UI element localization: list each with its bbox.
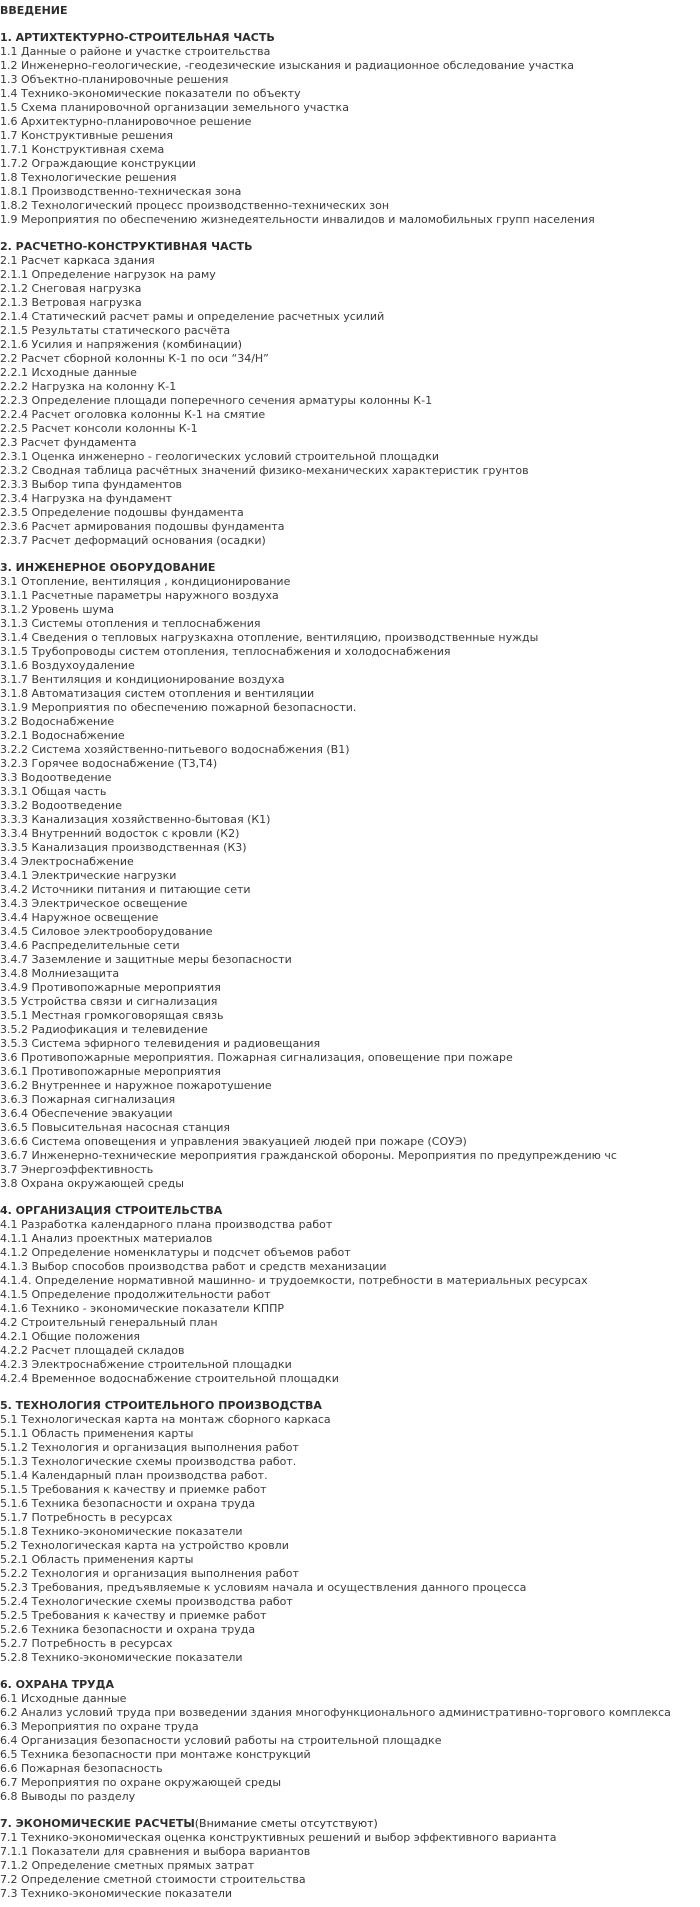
toc-item: 7.1.1 Показатели для сравнения и выбора вариантов [0, 1845, 311, 1858]
section-heading-text: 6. ОХРАНА ТРУДА [0, 1678, 114, 1691]
toc-item: 3.2.3 Горячее водоснабжение (Т3,Т4) [0, 757, 218, 770]
section-1 [0, 31, 700, 227]
toc-item: 3.1.9 Мероприятия по обеспечению пожарной безопасности. [0, 701, 357, 714]
toc-item: 5.1.2 Технология и организация выполнения работ [0, 1441, 299, 1454]
toc-item: 2.1.5 Результаты статического расчёта [0, 324, 231, 337]
toc-item: 4.1 Разработка календарного плана производства работ [0, 1218, 333, 1231]
toc-item: 3.8 Охрана окружающей среды [0, 1177, 184, 1190]
toc-item: 2.2.2 Нагрузка на колонну К-1 [0, 380, 177, 393]
toc-item: 3.4.5 Силовое электрооборудование [0, 925, 213, 938]
toc-item: 2.3 Расчет фундамента [0, 436, 137, 449]
section-spacer [0, 548, 700, 561]
toc-item: 5.2 Технологическая карта на устройство кровли [0, 1539, 289, 1552]
section-heading [0, 1817, 700, 1831]
toc-item: 4.1.6 Технико - экономические показатели КППР [0, 1302, 285, 1315]
toc-item: 3.4.6 Распределительные сети [0, 939, 180, 952]
toc-item: 3.3 Водоотведение [0, 771, 112, 784]
toc-item: 2.3.4 Нагрузка на фундамент [0, 492, 173, 505]
toc-item: 3.2 Водоснабжение [0, 715, 115, 728]
section-7 [0, 1817, 700, 1901]
section-3 [0, 561, 700, 1191]
toc-item: 1.9 Мероприятия по обеспечению жизнедеятельности инвалидов и маломобильных групп населения [0, 213, 595, 226]
toc-item: 5.1.4 Календарный план производства работ. [0, 1469, 268, 1482]
toc-item: 3.3.5 Канализация производственная (К3) [0, 841, 247, 854]
toc-item: 3.4.8 Молниезащита [0, 967, 120, 980]
toc-item: 2.2.5 Расчет консоли колонны К-1 [0, 422, 198, 435]
toc-item: 3.1.3 Системы отопления и теплоснабжения [0, 617, 261, 630]
toc-item: 4.2.4 Временное водоснабжение строительной площадки [0, 1372, 339, 1385]
toc-item: 5.2.3 Требования, предъявляемые к условиям начала и осуществления данного процесса [0, 1581, 527, 1594]
toc-item: 3.1.2 Уровень шума [0, 603, 114, 616]
toc-item: 4.1.4. Определение нормативной машинно- и трудоемкости, потребности в материальных ресурсах [0, 1274, 588, 1287]
toc-item: 1.7.2 Ограждающие конструкции [0, 157, 196, 170]
toc-item: 6.6 Пожарная безопасность [0, 1762, 163, 1775]
toc-item: 1.8.1 Производственно-техническая зона [0, 185, 242, 198]
toc-item: 6.8 Выводы по разделу [0, 1790, 136, 1803]
toc-item: 3.4.3 Электрическое освещение [0, 897, 188, 910]
toc-item: 5.1.3 Технологические схемы производства работ. [0, 1455, 297, 1468]
section-4 [0, 1204, 700, 1386]
section-heading [0, 1399, 700, 1413]
toc-item: 2.1.3 Ветровая нагрузка [0, 296, 142, 309]
toc-item: 3.5.2 Радиофикация и телевидение [0, 1023, 208, 1036]
toc-item: 2.2.1 Исходные данные [0, 366, 137, 379]
toc-item: 1.3 Объектно-планировочные решения [0, 73, 229, 86]
toc-item: 3.4.1 Электрические нагрузки [0, 869, 177, 882]
toc-item: 4.1.1 Анализ проектных материалов [0, 1232, 213, 1245]
toc-item: 1.8 Технологические решения [0, 171, 177, 184]
toc-item: 5.2.8 Технико-экономические показатели [0, 1651, 243, 1664]
toc-item: 3.6 Противопожарные мероприятия. Пожарная сигнализация, оповещение при пожаре [0, 1051, 513, 1064]
section-heading [0, 31, 700, 45]
section-heading-text: 3. ИНЖЕНЕРНОЕ ОБОРУДОВАНИЕ [0, 561, 216, 574]
toc-item: 1.7 Конструктивные решения [0, 129, 174, 142]
toc-item: 7.2 Определение сметной стоимости строительства [0, 1873, 306, 1886]
section-5 [0, 1399, 700, 1665]
toc-item: 5.1.7 Потребность в ресурсах [0, 1511, 173, 1524]
toc-item: 6.2 Анализ условий труда при возведении здания многофункционального административно-торгового комплекса [0, 1706, 671, 1719]
toc-item: 1.7.1 Конструктивная схема [0, 143, 165, 156]
toc-item: 2.3.1 Оценка инженерно - геологических условий строительной площадки [0, 450, 440, 463]
toc-item: 1.6 Архитектурно-планировочное решение [0, 115, 252, 128]
toc-item: 3.6.2 Внутреннее и наружное пожаротушение [0, 1079, 272, 1092]
toc-item: 3.3.3 Канализация хозяйственно-бытовая (К1) [0, 813, 271, 826]
toc-item: 5.1 Технологическая карта на монтаж сборного каркаса [0, 1413, 331, 1426]
toc-item: 5.2.4 Технологические схемы производства работ [0, 1595, 293, 1608]
toc-item: 3.3.1 Общая часть [0, 785, 107, 798]
toc-item: 6.7 Мероприятия по охране окружающей среды [0, 1776, 282, 1789]
section-heading-text: 4. ОРГАНИЗАЦИЯ СТРОИТЕЛЬСТВА [0, 1204, 223, 1217]
sections-container [0, 18, 700, 1901]
toc-item: 1.1 Данные о районе и участке строительства [0, 45, 271, 58]
toc-item: 3.6.5 Повысительная насосная станция [0, 1121, 231, 1134]
toc-item: 5.2.2 Технология и организация выполнения работ [0, 1567, 299, 1580]
section-heading-text: 7. ЭКОНОМИЧЕСКИЕ РАСЧЕТЫ [0, 1817, 195, 1830]
toc-item: 3.5 Устройства связи и сигнализация [0, 995, 218, 1008]
toc-item: 2.2 Расчет сборной колонны К-1 по оси “34/Н” [0, 352, 269, 365]
toc-item: 3.4.2 Источники питания и питающие сети [0, 883, 251, 896]
section-spacer [0, 227, 700, 240]
toc-item: 3.1.5 Трубопроводы систем отопления, теплоснабжения и холодоснабжения [0, 645, 451, 658]
toc-item: 5.2.7 Потребность в ресурсах [0, 1637, 173, 1650]
toc-item: 4.1.3 Выбор способов производства работ и средств механизации [0, 1260, 387, 1273]
section-heading-text: 1. АРТИХТЕКТУРНО-СТРОИТЕЛЬНАЯ ЧАСТЬ [0, 31, 275, 44]
toc-item: 3.4.9 Противопожарные мероприятия [0, 981, 221, 994]
toc-item: 4.2.3 Электроснабжение строительной площадки [0, 1358, 292, 1371]
toc-item: 5.1.6 Техника безопасности и охрана труда [0, 1497, 256, 1510]
toc-item: 3.1.7 Вентиляция и кондиционирование воздуха [0, 673, 285, 686]
toc-item: 2.1.6 Усилия и напряжения (комбинации) [0, 338, 243, 351]
section-heading [0, 561, 700, 575]
toc-item: 3.6.6 Система оповещения и управления эвакуацией людей при пожаре (СОУЭ) [0, 1135, 467, 1148]
toc-item: 4.2.2 Расчет площадей складов [0, 1344, 185, 1357]
toc-item: 4.1.5 Определение продолжительности работ [0, 1288, 271, 1301]
toc-item: 3.6.1 Противопожарные мероприятия [0, 1065, 221, 1078]
toc-item: 3.1 Отопление, вентиляция , кондиционирование [0, 575, 291, 588]
section-note: (Внимание сметы отсутствуют) [194, 1817, 378, 1830]
section-heading [0, 1204, 700, 1218]
toc-item: 3.4.7 Заземление и защитные меры безопасности [0, 953, 292, 966]
section-heading [0, 240, 700, 254]
toc-item: 4.2.1 Общие положения [0, 1330, 141, 1343]
toc-item: 4.1.2 Определение номенклатуры и подсчет объемов работ [0, 1246, 351, 1259]
toc-item: 5.2.6 Техника безопасности и охрана труда [0, 1623, 256, 1636]
toc-item: 1.4 Технико-экономические показатели по объекту [0, 87, 301, 100]
section-spacer [0, 1191, 700, 1204]
toc-item: 3.2.1 Водоснабжение [0, 729, 125, 742]
toc-item: 4.2 Строительный генеральный план [0, 1316, 218, 1329]
toc-item: 2.3.2 Сводная таблица расчётных значений физико-механических характеристик грунтов [0, 464, 529, 477]
toc-item: 6.4 Организация безопасности условий работы на строительной площадке [0, 1734, 442, 1747]
toc-item: 5.2.1 Область применения карты [0, 1553, 194, 1566]
section-spacer [0, 1804, 700, 1817]
toc-item: 3.1.1 Расчетные параметры наружного воздуха [0, 589, 279, 602]
toc-item: 3.6.3 Пожарная сигнализация [0, 1093, 176, 1106]
toc-item: 3.1.4 Сведения о тепловых нагрузкахна отопление, вентиляцию, производственные нужды [0, 631, 539, 644]
section-spacer [0, 1665, 700, 1678]
toc-item: 5.1.5 Требования к качеству и приемке работ [0, 1483, 267, 1496]
toc-item: 5.2.5 Требования к качеству и приемке работ [0, 1609, 267, 1622]
toc-item: 2.1.4 Статический расчет рамы и определение расчетных усилий [0, 310, 385, 323]
toc-item: 2.2.3 Определение площади поперечного сечения арматуры колонны К-1 [0, 394, 433, 407]
toc-item: 5.1.1 Область применения карты [0, 1427, 194, 1440]
toc-item: 6.3 Мероприятия по охране труда [0, 1720, 199, 1733]
toc-item: 3.4 Электроснабжение [0, 855, 134, 868]
toc-item: 3.3.2 Водоотведение [0, 799, 122, 812]
toc-item: 3.6.4 Обеспечение эвакуации [0, 1107, 173, 1120]
toc-item: 2.3.3 Выбор типа фундаментов [0, 478, 183, 491]
toc-item: 5.1.8 Технико-экономические показатели [0, 1525, 243, 1538]
section-6 [0, 1678, 700, 1804]
section-heading-text: 5. ТЕХНОЛОГИЯ СТРОИТЕЛЬНОГО ПРОИЗВОДСТВА [0, 1399, 322, 1412]
toc-item: 6.1 Исходные данные [0, 1692, 127, 1705]
toc-item: 3.7 Энергоэффективность [0, 1163, 154, 1176]
toc-item: 7.3 Технико-экономические показатели [0, 1887, 233, 1900]
toc-item: 3.4.4 Наружное освещение [0, 911, 159, 924]
toc-item: 2.2.4 Расчет оголовка колонны К-1 на смятие [0, 408, 266, 421]
toc-item: 6.5 Техника безопасности при монтаже конструкций [0, 1748, 311, 1761]
toc-item: 3.2.2 Система хозяйственно-питьевого водоснабжения (В1) [0, 743, 350, 756]
section-2 [0, 240, 700, 548]
section-heading-text: 2. РАСЧЕТНО-КОНСТРУКТИВНАЯ ЧАСТЬ [0, 240, 253, 253]
toc-item: 3.1.6 Воздухоудаление [0, 659, 135, 672]
document-title: ВВЕДЕНИЕ [0, 4, 68, 17]
toc-item: 3.3.4 Внутренний водосток с кровли (К2) [0, 827, 240, 840]
toc-item: 2.1.1 Определение нагрузок на раму [0, 268, 216, 281]
toc-item: 2.1.2 Снеговая нагрузка [0, 282, 142, 295]
toc-item: 1.8.2 Технологический процесс производственно-технических зон [0, 199, 390, 212]
toc-item: 7.1.2 Определение сметных прямых затрат [0, 1859, 255, 1872]
toc-item: 1.2 Инженерно-геологические, -геодезические изыскания и радиационное обследование участка [0, 59, 575, 72]
section-spacer [0, 1386, 700, 1399]
toc-item: 3.5.3 Система эфирного телевидения и радиовещания [0, 1037, 321, 1050]
toc-item: 1.5 Схема планировочной организации земельного участка [0, 101, 349, 114]
toc-item: 2.3.6 Расчет армирования подошвы фундамента [0, 520, 285, 533]
toc-item: 2.3.7 Расчет деформаций основания (осадки) [0, 534, 266, 547]
toc-item: 2.3.5 Определение подошвы фундамента [0, 506, 244, 519]
toc-item: 2.1 Расчет каркаса здания [0, 254, 155, 267]
toc-item: 3.1.8 Автоматизация систем отопления и вентиляции [0, 687, 315, 700]
toc-item: 7.1 Технико-экономическая оценка конструктивных решений и выбор эффективного варианта [0, 1831, 557, 1844]
toc-item: 3.5.1 Местная громкоговорящая связь [0, 1009, 224, 1022]
section-spacer [0, 18, 700, 31]
toc-item: 3.6.7 Инженерно-технические мероприятия гражданской обороны. Мероприятия по предупреждению чс [0, 1149, 617, 1162]
section-heading [0, 1678, 700, 1692]
